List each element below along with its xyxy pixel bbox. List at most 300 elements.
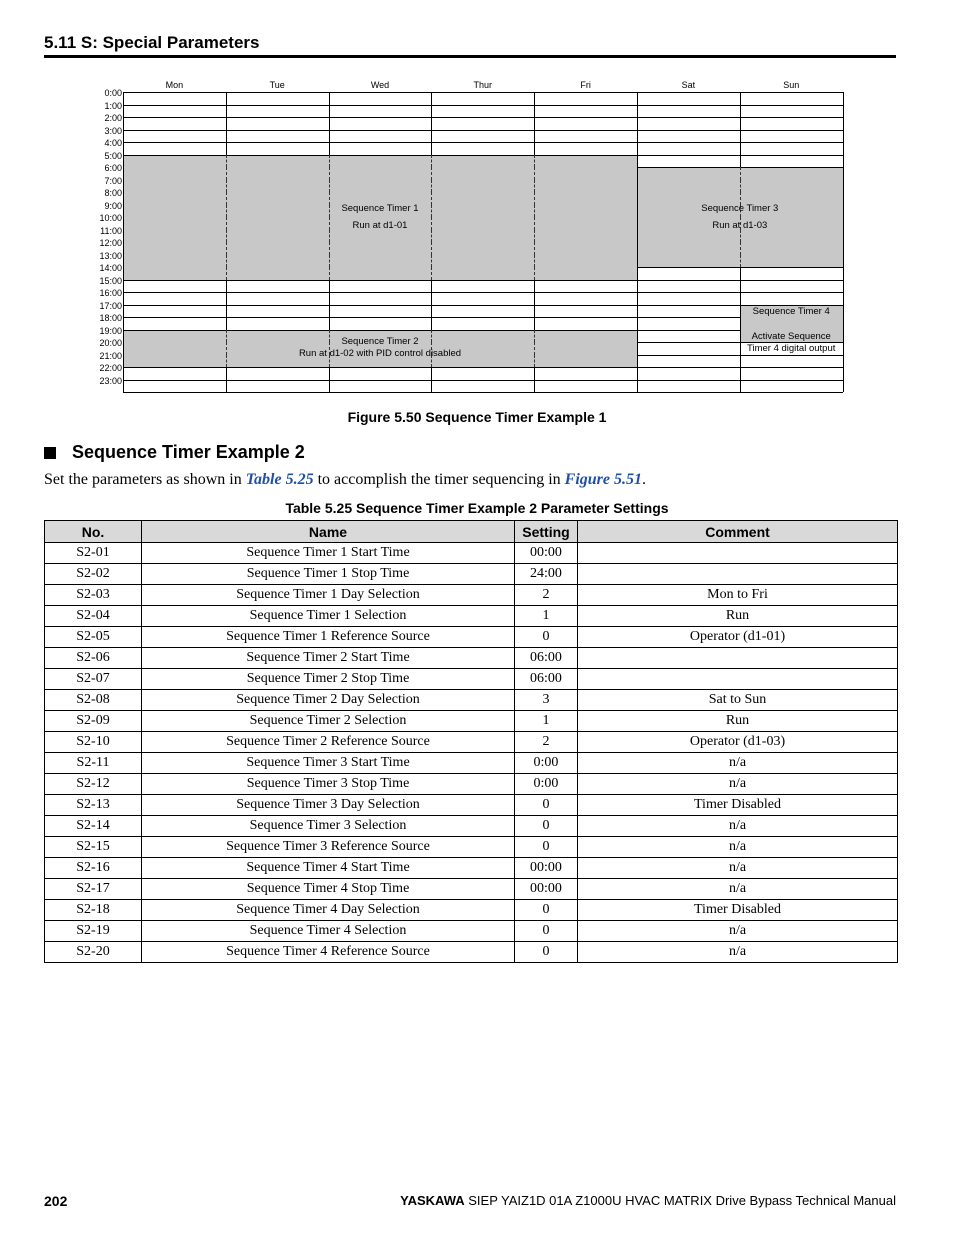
day-label: Thur: [473, 80, 493, 90]
param-number: S2-20: [45, 942, 142, 963]
grid-line: [637, 292, 638, 305]
timer-label-timer3: [637, 203, 843, 232]
grid-line-dashed: [329, 242, 330, 255]
param-setting: 2: [515, 732, 578, 753]
param-name: Sequence Timer 1 Stop Time: [142, 564, 515, 585]
grid-line-dashed: [431, 180, 432, 193]
timer-label-line: Activate Sequence: [751, 330, 831, 342]
hour-label: 10:00: [99, 213, 122, 223]
table-row: [45, 753, 898, 774]
grid-line: [534, 280, 637, 281]
param-name: Sequence Timer 3 Reference Source: [142, 837, 515, 858]
column-header: No.: [45, 521, 142, 543]
grid-line: [843, 192, 844, 205]
table-row: [45, 816, 898, 837]
grid-line: [226, 392, 329, 393]
subsection-heading-text: Sequence Timer Example 2: [72, 442, 305, 462]
hour-label: 17:00: [99, 300, 122, 311]
param-setting: 2: [515, 585, 578, 606]
hour-label: 6:00: [104, 163, 122, 173]
grid-line: [329, 317, 330, 330]
grid-line: [740, 355, 741, 368]
hour-label: 20:00: [99, 338, 122, 348]
grid-line: [123, 292, 124, 305]
grid-line: [431, 117, 534, 118]
param-number: S2-18: [45, 900, 142, 921]
grid-line: [534, 92, 535, 105]
grid-line-dashed: [534, 167, 535, 180]
param-number: S2-11: [45, 753, 142, 774]
param-comment: n/a: [578, 816, 898, 837]
intro-text: to accomplish the timer sequencing in: [313, 471, 565, 488]
param-setting: 0: [515, 795, 578, 816]
grid-line-dashed: [226, 205, 227, 218]
grid-line: [637, 255, 638, 268]
table-row: [45, 690, 898, 711]
hour-label: 7:00: [104, 175, 122, 186]
grid-line-dashed: [226, 217, 227, 230]
grid-line: [329, 142, 432, 143]
grid-line: [329, 317, 432, 318]
grid-line: [637, 92, 638, 105]
grid-line: [431, 105, 432, 118]
param-setting: 3: [515, 690, 578, 711]
hour-label: 0:00: [104, 88, 122, 98]
page-number: 202: [44, 1193, 68, 1209]
hour-label: 13:00: [99, 250, 122, 261]
hour-label: 19:00: [99, 325, 122, 336]
grid-line: [637, 267, 740, 268]
grid-line: [740, 392, 843, 393]
grid-line: [843, 105, 844, 118]
param-name: Sequence Timer 3 Selection: [142, 816, 515, 837]
grid-line-dashed: [431, 192, 432, 205]
day-label: Tue: [269, 80, 285, 90]
grid-line: [843, 130, 844, 143]
grid-line: [123, 255, 124, 268]
grid-line: [226, 367, 227, 380]
grid-line: [431, 380, 534, 381]
grid-line: [226, 142, 227, 155]
grid-line: [843, 292, 844, 305]
grid-line: [637, 280, 638, 293]
grid-line-dashed: [740, 180, 741, 193]
grid-line: [534, 292, 535, 305]
grid-line: [226, 305, 227, 318]
param-setting: 0: [515, 837, 578, 858]
grid-line: [843, 280, 844, 293]
grid-line: [226, 130, 227, 143]
grid-line: [329, 130, 330, 143]
grid-line: [226, 117, 329, 118]
grid-line: [431, 292, 432, 305]
grid-line: [123, 92, 124, 105]
grid-line-dashed: [329, 255, 330, 268]
grid-line: [123, 367, 124, 380]
param-comment: [578, 669, 898, 690]
grid-line: [637, 130, 638, 143]
grid-line: [637, 105, 740, 106]
grid-line: [123, 92, 226, 93]
grid-line: [637, 380, 638, 393]
grid-line: [740, 367, 741, 380]
grid-line: [226, 292, 329, 293]
param-name: Sequence Timer 4 Day Selection: [142, 900, 515, 921]
grid-line: [123, 167, 124, 180]
hour-label: 18:00: [99, 313, 122, 323]
param-comment: [578, 648, 898, 669]
table-header-row: [45, 521, 898, 543]
param-comment: Operator (d1-01): [578, 627, 898, 648]
table-row: [45, 711, 898, 732]
grid-line: [329, 155, 432, 156]
grid-line: [534, 142, 637, 143]
grid-line: [740, 292, 741, 305]
section-title: 5.11 S: Special Parameters: [44, 33, 896, 58]
grid-line: [431, 392, 534, 393]
grid-line: [329, 330, 432, 331]
grid-line: [740, 155, 843, 156]
grid-line: [123, 305, 226, 306]
grid-line: [226, 117, 227, 130]
grid-line: [329, 380, 330, 393]
grid-line: [329, 380, 432, 381]
figure-reference-link[interactable]: Figure 5.51: [564, 471, 642, 488]
hour-label: 14:00: [99, 263, 122, 273]
table-row: [45, 732, 898, 753]
grid-line: [329, 292, 432, 293]
table-row: [45, 564, 898, 585]
grid-line: [123, 180, 124, 193]
grid-line: [431, 330, 534, 331]
grid-line: [637, 155, 740, 156]
timer-label-line: Sequence Timer 3: [701, 202, 779, 214]
grid-line: [329, 117, 432, 118]
grid-line: [123, 130, 124, 143]
grid-line: [534, 317, 535, 330]
grid-line: [431, 105, 534, 106]
grid-line: [534, 305, 637, 306]
param-number: S2-06: [45, 648, 142, 669]
manual-title: [400, 1193, 896, 1208]
timer-label-line: Run at d1-03: [712, 219, 768, 231]
grid-line: [740, 355, 843, 356]
grid-line: [123, 142, 124, 155]
grid-line: [740, 367, 843, 368]
grid-line: [637, 380, 740, 381]
param-setting: 1: [515, 711, 578, 732]
grid-line-dashed: [431, 167, 432, 180]
grid-line: [329, 117, 330, 130]
hour-label: 15:00: [99, 275, 122, 286]
grid-line: [226, 305, 329, 306]
timer-label-line: Sequence Timer 1: [341, 202, 419, 214]
grid-line-dashed: [431, 205, 432, 218]
grid-line: [123, 205, 124, 218]
grid-line: [226, 280, 329, 281]
grid-line: [843, 255, 844, 268]
param-comment: n/a: [578, 921, 898, 942]
grid-line: [534, 117, 637, 118]
hour-label: 2:00: [104, 113, 122, 123]
grid-line: [637, 317, 638, 330]
grid-line: [637, 342, 740, 343]
grid-line: [740, 155, 741, 168]
grid-line: [431, 142, 534, 143]
intro-text: Set the parameters as shown in: [44, 471, 246, 488]
grid-line: [843, 367, 844, 380]
grid-line: [843, 355, 844, 368]
day-label: Sun: [783, 80, 800, 90]
grid-line: [740, 267, 843, 268]
table-reference-link[interactable]: Table 5.25: [245, 471, 314, 488]
intro-text: .: [641, 471, 646, 488]
table-caption: Table 5.25 Sequence Timer Example 2 Parameter Settings: [285, 500, 669, 516]
param-comment: [578, 543, 898, 564]
grid-line: [637, 280, 740, 281]
grid-line: [637, 367, 740, 368]
param-setting: 0:00: [515, 753, 578, 774]
timer-label-line: Timer 4 digital output: [747, 342, 836, 354]
param-number: S2-05: [45, 627, 142, 648]
grid-line: [123, 280, 226, 281]
grid-line: [534, 130, 637, 131]
grid-line: [329, 392, 432, 393]
grid-line: [431, 305, 534, 306]
grid-line-dashed: [534, 155, 535, 168]
grid-line: [123, 192, 124, 205]
grid-line: [431, 367, 432, 380]
param-name: Sequence Timer 1 Start Time: [142, 543, 515, 564]
grid-line: [740, 280, 741, 293]
hour-label: 22:00: [99, 363, 122, 373]
grid-line: [637, 105, 638, 118]
grid-line: [843, 142, 844, 155]
grid-line-dashed: [329, 180, 330, 193]
grid-line: [123, 242, 124, 255]
param-comment: Timer Disabled: [578, 900, 898, 921]
grid-line-dashed: [431, 155, 432, 168]
param-number: S2-10: [45, 732, 142, 753]
param-comment: Operator (d1-03): [578, 732, 898, 753]
grid-line: [226, 367, 329, 368]
grid-line: [740, 105, 843, 106]
param-comment: n/a: [578, 879, 898, 900]
grid-line: [740, 380, 741, 393]
grid-line: [534, 330, 637, 331]
grid-line: [637, 167, 638, 180]
table-row: [45, 606, 898, 627]
grid-line: [637, 317, 740, 318]
intro-paragraph: [44, 471, 646, 489]
hour-label: 8:00: [104, 188, 122, 198]
param-comment: n/a: [578, 837, 898, 858]
grid-line: [637, 242, 638, 255]
hour-label: 9:00: [104, 200, 122, 211]
grid-line: [637, 117, 638, 130]
grid-line: [226, 330, 329, 331]
param-number: S2-07: [45, 669, 142, 690]
table-row: [45, 837, 898, 858]
grid-line-dashed: [329, 267, 330, 280]
column-header: Setting: [515, 521, 578, 543]
grid-line: [329, 292, 330, 305]
grid-line-dashed: [226, 192, 227, 205]
hour-label: 1:00: [104, 100, 122, 111]
timer-label-line: Run at d1-02 with PID control disabled: [298, 348, 462, 360]
grid-line: [431, 317, 534, 318]
grid-line: [843, 317, 844, 330]
grid-line: [843, 92, 844, 105]
grid-line: [431, 130, 534, 131]
param-number: S2-04: [45, 606, 142, 627]
sequence-timer-schedule-figure: [0, 0, 954, 400]
grid-line: [329, 142, 330, 155]
param-number: S2-16: [45, 858, 142, 879]
param-comment: n/a: [578, 858, 898, 879]
grid-line: [329, 105, 432, 106]
hour-label: 12:00: [99, 238, 122, 248]
table-row: [45, 543, 898, 564]
param-setting: 00:00: [515, 879, 578, 900]
grid-line: [226, 280, 227, 293]
param-comment: [578, 564, 898, 585]
grid-line: [431, 305, 432, 318]
param-comment: n/a: [578, 942, 898, 963]
param-setting: 0: [515, 921, 578, 942]
grid-line: [740, 380, 843, 381]
table-row: [45, 648, 898, 669]
param-comment: Run: [578, 606, 898, 627]
param-comment: Mon to Fri: [578, 585, 898, 606]
grid-line: [637, 292, 740, 293]
param-name: Sequence Timer 2 Reference Source: [142, 732, 515, 753]
grid-line: [534, 305, 535, 318]
grid-line: [123, 317, 226, 318]
grid-line-dashed: [534, 230, 535, 243]
figure-caption: Figure 5.50 Sequence Timer Example 1: [347, 409, 607, 425]
grid-line: [329, 92, 432, 93]
grid-line: [226, 292, 227, 305]
param-name: Sequence Timer 2 Day Selection: [142, 690, 515, 711]
grid-line: [843, 117, 844, 130]
grid-line: [329, 280, 330, 293]
hour-label: 5:00: [104, 150, 122, 161]
grid-line: [123, 155, 226, 156]
day-label: Fri: [580, 80, 591, 90]
table-row: [45, 795, 898, 816]
grid-line: [534, 280, 535, 293]
grid-line: [843, 230, 844, 243]
param-name: Sequence Timer 4 Start Time: [142, 858, 515, 879]
grid-line-dashed: [329, 167, 330, 180]
grid-line: [637, 305, 740, 306]
day-label: Wed: [370, 80, 390, 90]
param-name: Sequence Timer 1 Reference Source: [142, 627, 515, 648]
timer-label-timer2: [123, 336, 637, 360]
grid-line: [740, 142, 843, 143]
grid-line-dashed: [431, 267, 432, 280]
grid-line: [123, 105, 124, 118]
table-row: [45, 879, 898, 900]
grid-line: [637, 355, 638, 368]
param-name: Sequence Timer 1 Day Selection: [142, 585, 515, 606]
param-name: Sequence Timer 2 Selection: [142, 711, 515, 732]
grid-line: [123, 305, 124, 318]
grid-line: [637, 155, 638, 168]
grid-line: [740, 130, 843, 131]
param-name: Sequence Timer 2 Start Time: [142, 648, 515, 669]
param-name: Sequence Timer 3 Day Selection: [142, 795, 515, 816]
square-bullet-icon: [44, 447, 56, 459]
grid-line: [637, 367, 638, 380]
grid-line: [226, 380, 227, 393]
grid-line: [637, 267, 638, 280]
table-row: [45, 669, 898, 690]
grid-line-dashed: [226, 167, 227, 180]
grid-line: [534, 92, 637, 93]
param-number: S2-12: [45, 774, 142, 795]
param-comment: n/a: [578, 753, 898, 774]
grid-line-dashed: [431, 255, 432, 268]
grid-line: [329, 367, 330, 380]
param-name: Sequence Timer 2 Stop Time: [142, 669, 515, 690]
param-name: Sequence Timer 4 Stop Time: [142, 879, 515, 900]
subsection-heading: [44, 442, 305, 463]
table-row: [45, 585, 898, 606]
column-header: Comment: [578, 521, 898, 543]
grid-line-dashed: [534, 242, 535, 255]
grid-line: [740, 92, 843, 93]
hour-label: 3:00: [104, 125, 122, 136]
grid-line: [637, 330, 740, 331]
grid-line: [637, 305, 638, 318]
grid-line: [843, 380, 844, 393]
grid-line: [431, 367, 534, 368]
param-comment: Timer Disabled: [578, 795, 898, 816]
grid-line: [431, 292, 534, 293]
grid-line: [226, 130, 329, 131]
grid-line: [534, 367, 637, 368]
hour-label: 23:00: [99, 375, 122, 386]
grid-line: [637, 142, 740, 143]
grid-line: [123, 230, 124, 243]
grid-line: [123, 367, 226, 368]
timer-label-timer4: [740, 306, 843, 355]
grid-line: [431, 142, 432, 155]
grid-line: [843, 167, 844, 180]
grid-line: [843, 242, 844, 255]
grid-line-dashed: [226, 180, 227, 193]
parameter-table: [44, 520, 898, 963]
grid-line: [123, 155, 124, 168]
grid-line: [740, 130, 741, 143]
grid-line: [637, 342, 638, 355]
grid-line: [123, 392, 226, 393]
param-name: Sequence Timer 3 Stop Time: [142, 774, 515, 795]
manual-title-text: SIEP YAIZ1D 01A Z1000U HVAC MATRIX Drive Bypass Technical Manual: [464, 1193, 896, 1208]
param-number: S2-08: [45, 690, 142, 711]
grid-line: [534, 105, 637, 106]
param-number: S2-19: [45, 921, 142, 942]
grid-line-dashed: [534, 192, 535, 205]
grid-line: [226, 155, 329, 156]
grid-line: [329, 280, 432, 281]
grid-line: [431, 280, 534, 281]
grid-line: [843, 180, 844, 193]
grid-line: [226, 142, 329, 143]
param-comment: Sat to Sun: [578, 690, 898, 711]
